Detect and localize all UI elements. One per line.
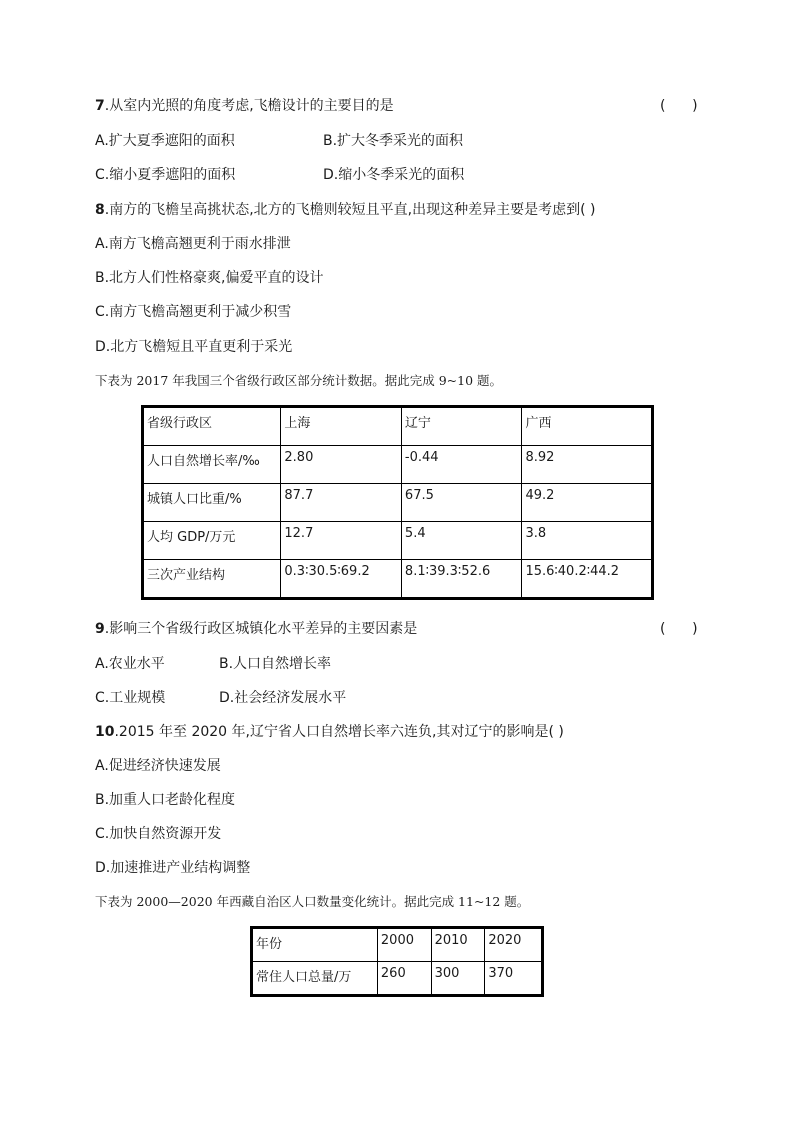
table-cell: 260 — [377, 962, 431, 996]
q9-option-a: A.农业水平 — [95, 656, 165, 672]
table-header-cell: 2000 — [377, 928, 431, 962]
table-row — [143, 484, 653, 522]
q9-option-c: C.工业规模 — [95, 690, 166, 706]
table-header-cell: 辽宁 — [401, 407, 522, 446]
q8-option-a: A.南方飞檐高翘更利于雨水排泄 — [95, 236, 291, 252]
table-intro-2: 下表为 2000—2020 年西藏自治区人口数量变化统计。据此完成 11~12 题。 — [95, 894, 530, 909]
question-10 — [95, 723, 564, 741]
table-cell: 人口自然增长率/‰ — [143, 446, 281, 484]
q9-option-d: D.社会经济发展水平 — [219, 690, 347, 706]
answer-blank-7: ( ) — [660, 98, 698, 114]
table-cell: 常住人口总量/万 — [252, 962, 378, 996]
table-cell: 2.80 — [281, 446, 402, 484]
q7-option-c: C.缩小夏季遮阳的面积 — [95, 167, 236, 183]
q7-option-a: A.扩大夏季遮阳的面积 — [95, 133, 235, 149]
table-cell: -0.44 — [401, 446, 522, 484]
question-9-text: .影响三个省级行政区城镇化水平差异的主要因素是 — [104, 621, 418, 637]
table-header-cell: 2020 — [485, 928, 543, 962]
q9-option-b: B.人口自然增长率 — [219, 656, 332, 672]
table-intro-1: 下表为 2017 年我国三个省级行政区部分统计数据。据此完成 9~10 题。 — [95, 373, 503, 388]
table-header-cell: 省级行政区 — [143, 407, 281, 446]
question-9-number: 9 — [95, 621, 105, 637]
tibet-population-table — [250, 926, 544, 997]
answer-blank-9: ( ) — [660, 621, 698, 637]
question-7 — [95, 97, 394, 115]
table-header-cell: 2010 — [431, 928, 485, 962]
table-header-cell: 广西 — [522, 407, 653, 446]
province-statistics-table — [141, 405, 654, 600]
q10-option-a: A.促进经济快速发展 — [95, 758, 221, 774]
table-cell: 49.2 — [522, 484, 653, 522]
table-header-row — [252, 928, 543, 962]
question-8-number: 8 — [95, 202, 105, 218]
table-cell: 3.8 — [522, 522, 653, 560]
table-cell: 8.92 — [522, 446, 653, 484]
table-cell: 人均 GDP/万元 — [143, 522, 281, 560]
q8-option-b: B.北方人们性格豪爽,偏爱平直的设计 — [95, 270, 324, 286]
q10-option-c: C.加快自然资源开发 — [95, 826, 222, 842]
table-row — [143, 560, 653, 599]
q10-option-d: D.加速推进产业结构调整 — [95, 860, 251, 876]
question-7-text: .从室内光照的角度考虑,飞檐设计的主要目的是 — [104, 98, 394, 114]
table-cell: 87.7 — [281, 484, 402, 522]
table-cell: 300 — [431, 962, 485, 996]
table-cell: 城镇人口比重/% — [143, 484, 281, 522]
table-cell: 5.4 — [401, 522, 522, 560]
table-header-row — [143, 407, 653, 446]
q7-option-b: B.扩大冬季采光的面积 — [323, 133, 464, 149]
question-10-number: 10 — [95, 724, 115, 740]
table-cell: 15.6∶40.2∶44.2 — [522, 560, 653, 599]
question-9 — [95, 620, 417, 638]
question-10-text: .2015 年至 2020 年,辽宁省人口自然增长率六连负,其对辽宁的影响是( ) — [114, 724, 564, 740]
table-cell: 67.5 — [401, 484, 522, 522]
question-7-number: 7 — [95, 98, 105, 114]
q7-option-d: D.缩小冬季采光的面积 — [323, 167, 465, 183]
table-row — [252, 962, 543, 996]
q8-option-d: D.北方飞檐短且平直更利于采光 — [95, 339, 293, 355]
table-header-cell: 年份 — [252, 928, 378, 962]
table-header-cell: 上海 — [281, 407, 402, 446]
q10-option-b: B.加重人口老龄化程度 — [95, 792, 236, 808]
q8-option-c: C.南方飞檐高翘更利于减少积雪 — [95, 304, 292, 320]
table-row — [143, 446, 653, 484]
table-cell: 三次产业结构 — [143, 560, 281, 599]
table-cell: 370 — [485, 962, 543, 996]
question-8 — [95, 201, 595, 219]
question-8-text: .南方的飞檐呈高挑状态,北方的飞檐则较短且平直,出现这种差异主要是考虑到( ) — [104, 202, 596, 218]
table-row — [143, 522, 653, 560]
table-cell: 8.1∶39.3∶52.6 — [401, 560, 522, 599]
table-cell: 0.3∶30.5∶69.2 — [281, 560, 402, 599]
table-cell: 12.7 — [281, 522, 402, 560]
